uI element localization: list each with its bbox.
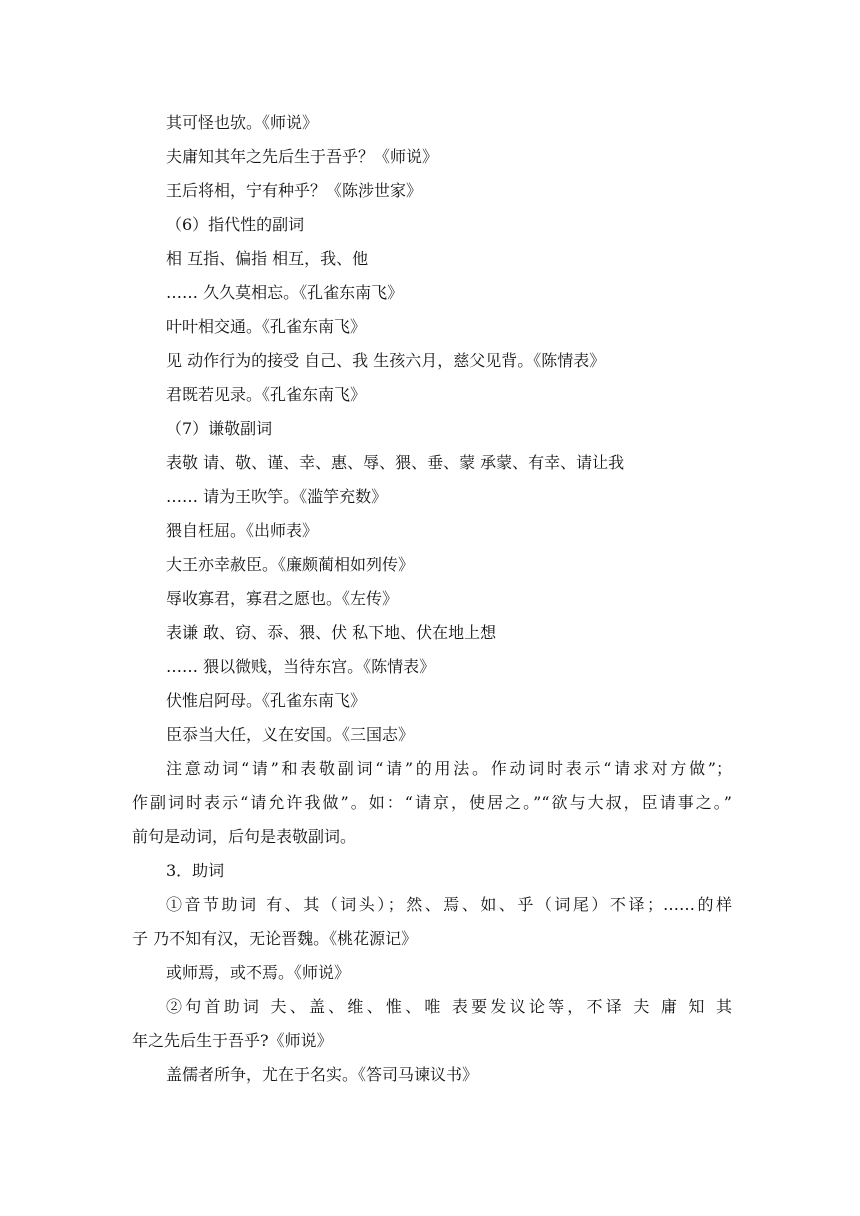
- text-line: 辱收寡君，寡君之愿也。《左传》: [166, 589, 399, 608]
- text-line: 相 互指、偏指 相互，我、他: [166, 249, 369, 268]
- text-line: 臣忝当大任，义在安国。《三国志》: [166, 725, 415, 744]
- paragraph-line: 前句是动词，后句是表敬副词。: [132, 827, 357, 846]
- text-line: 夫庸知其年之先后生于吾乎？《师说》: [166, 147, 439, 166]
- text-line: …… 久久莫相忘。《孔雀东南飞》: [166, 283, 404, 302]
- text-line: 猥自枉屈。《出师表》: [166, 521, 319, 540]
- paragraph-line: 作副词时表示“请允许我做”。如：“请京，使居之。”“欲与大叔，臣请事之。”: [132, 793, 732, 812]
- text-line: 其可怪也欤。《师说》: [166, 113, 319, 132]
- text-line: 伏惟启阿母。《孔雀东南飞》: [166, 691, 367, 710]
- text-line: 见 动作行为的接受 自己、我 生孩六月，慈父见背。《陈情表》: [166, 351, 606, 370]
- text-line: 或师焉，或不焉。《师说》: [166, 963, 351, 982]
- section-heading: 3．助词: [166, 861, 225, 880]
- section-heading: （6）指代性的副词: [166, 215, 305, 234]
- text-line: 表敬 请、敬、谨、幸、惠、辱、猥、垂、蒙 承蒙、有幸、请让我: [166, 453, 625, 472]
- paragraph-line: 子 乃不知有汉，无论晋魏。《桃花源记》: [132, 929, 418, 948]
- paragraph-line: 注意动词“请”和表敬副词“请”的用法。作动词时表示“请求对方做”；: [166, 759, 732, 778]
- text-line: 盖儒者所争，尤在于名实。《答司马谏议书》: [166, 1065, 479, 1084]
- text-line: 叶叶相交通。《孔雀东南飞》: [166, 317, 367, 336]
- text-line: 大王亦幸赦臣。《廉颇蔺相如列传》: [166, 555, 415, 574]
- paragraph-line: 年之先后生于吾乎?《师说》: [132, 1031, 333, 1050]
- document-body: [132, 106, 732, 1092]
- paragraph-line: ②句首助词 夫、盖、维、惟、唯 表要发议论等，不译 夫 庸 知 其: [166, 997, 732, 1016]
- section-heading: （7）谦敬副词: [166, 419, 273, 438]
- text-line: 表谦 敢、窃、忝、猥、伏 私下地、伏在地上想: [166, 623, 497, 642]
- text-line: …… 请为王吹竽。《滥竽充数》: [166, 487, 388, 506]
- text-line: 君既若见录。《孔雀东南飞》: [166, 385, 367, 404]
- paragraph-line: ①音节助词 有、其（词头）；然、焉、如、乎（词尾）不译；……的样: [166, 895, 732, 914]
- text-line: 王后将相，宁有种乎？《陈涉世家》: [166, 181, 423, 200]
- text-line: …… 猥以微贱，当待东宫。《陈情表》: [166, 657, 436, 676]
